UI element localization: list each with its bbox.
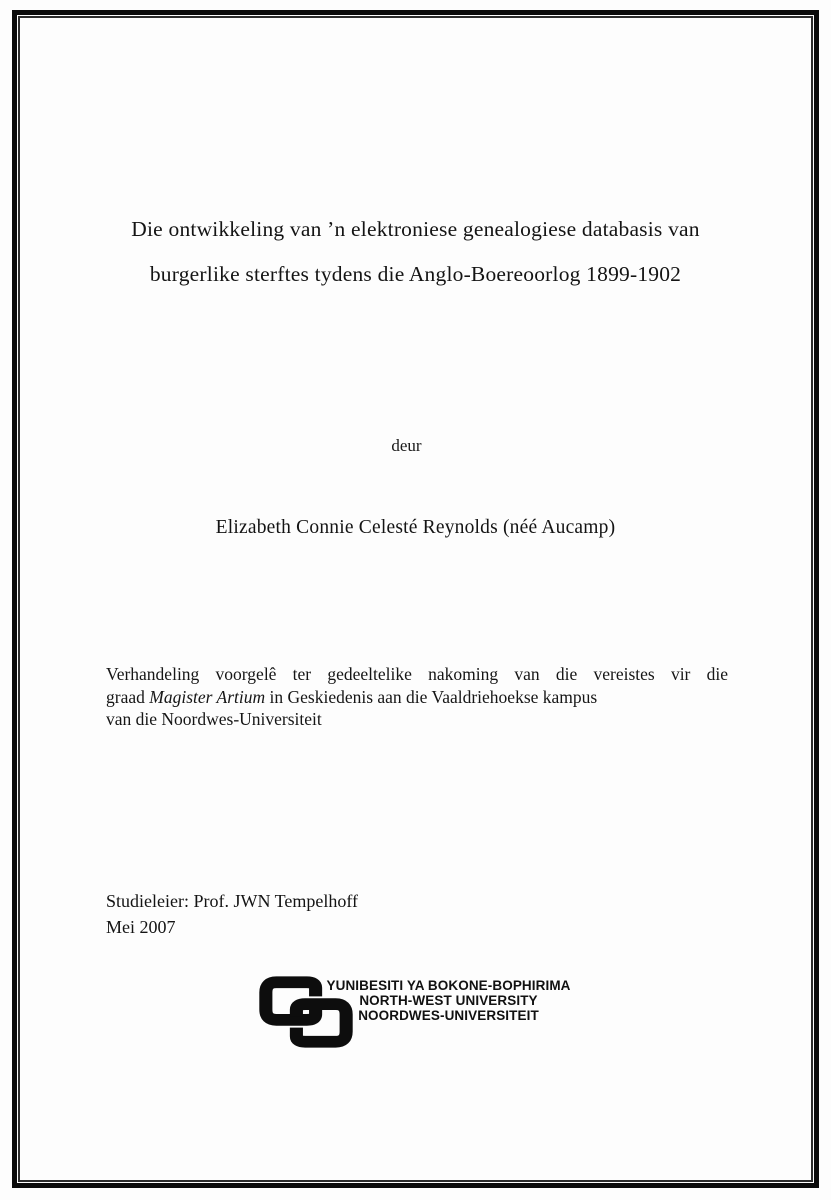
supervisor-block <box>106 888 358 940</box>
submission-line2-prefix: graad <box>106 686 150 707</box>
university-name-english: NORTH-WEST UNIVERSITY <box>359 992 538 1008</box>
date-line: Mei 2007 <box>106 917 176 937</box>
thesis-title-line1: Die ontwikkeling van ’n elektroniese genealogiese databasis van <box>131 217 700 241</box>
thesis-title <box>60 207 771 297</box>
submission-line1: Verhandeling voorgelê ter gedeeltelike nakoming van die vereistes vir die <box>106 664 728 684</box>
university-name-setswana: YUNIBESITI YA BOKONE-BOPHIRIMA <box>326 978 571 993</box>
supervisor-line: Studieleier: Prof. JWN Tempelhoff <box>106 891 359 911</box>
thesis-title-line2: burgerlike sterftes tydens die Anglo-Boereoorlog 1899-1902 <box>149 262 682 286</box>
author-name: Elizabeth Connie Celesté Reynolds (néé Aucamp) <box>215 517 616 538</box>
byline-label: deur <box>391 436 422 455</box>
submission-statement <box>106 663 728 731</box>
university-name-afrikaans: NOORDWES-UNIVERSITEIT <box>358 1007 539 1023</box>
university-name-block <box>321 979 576 1023</box>
submission-line2 <box>106 686 728 709</box>
nwu-logo <box>258 973 588 1053</box>
submission-line3: van die Noordwes-Universiteit <box>106 709 322 729</box>
submission-line2-suffix: in Geskiedenis aan die Vaaldriehoekse kampus <box>265 686 598 707</box>
degree-name: Magister Artium <box>149 686 266 707</box>
